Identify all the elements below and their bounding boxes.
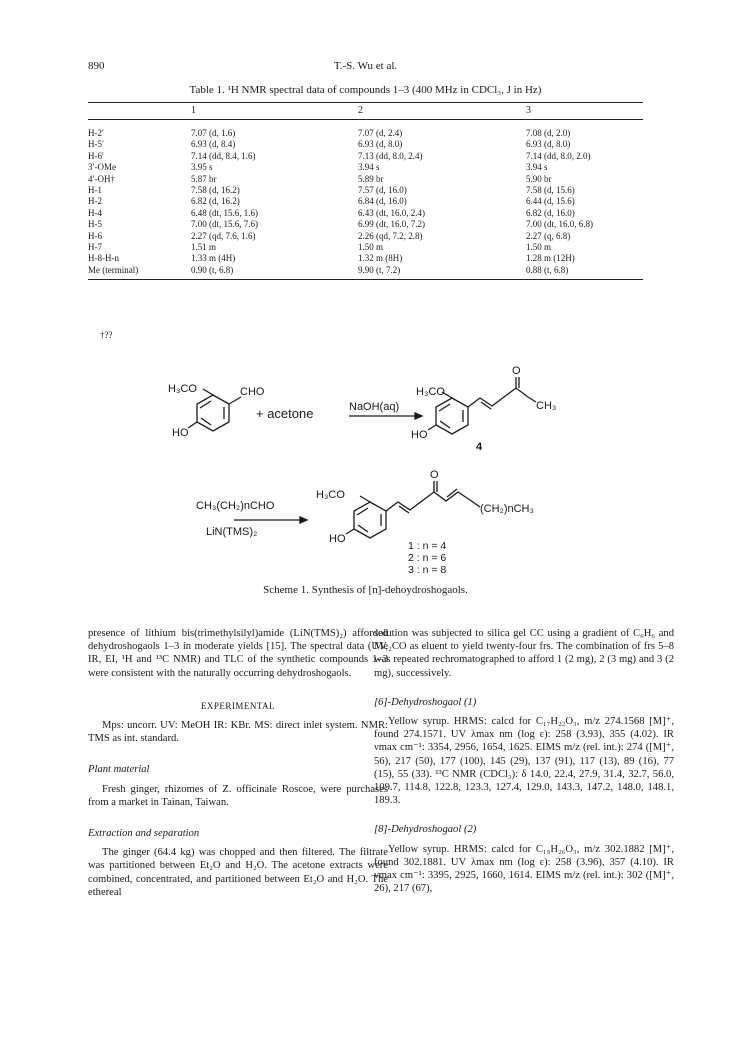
table-cell: 0.90 (t, 6.8)	[191, 265, 358, 280]
compound-2-heading: [8]-Dehydroshogaol (2)	[374, 824, 477, 836]
table-row	[88, 139, 643, 150]
scheme-compound-4-label: 4	[476, 441, 483, 453]
scheme-ho-label-4: HO	[411, 429, 428, 441]
table-cell: 7.14 (dd, 8.4, 1.6)	[191, 150, 256, 161]
table-row	[88, 196, 643, 207]
table-cell: 1.32 m (8H)	[358, 253, 403, 264]
table-cell: H-8-H-n	[88, 253, 119, 264]
table-cell: 7.14 (dd, 8.0, 2.0)	[526, 150, 591, 161]
table-row	[88, 231, 643, 242]
left-intro-paragraph: presence of lithium bis(trimethylsilyl)amide (LiN(TMS)₂) afforded dehydroshogaols 1–3 in moderate yields [15]. The spectral data (UV, IR, EI, ¹H and ¹³C NMR) and TLC of the synthetic compounds 1–3 were consistent with the naturally occurring dehydroshogaols.	[88, 628, 388, 679]
scheme-chain-label: (CH₂)nCH₃	[480, 503, 534, 515]
table-cell: 1.51 m	[191, 242, 217, 253]
scheme-n1-label: 1 : n = 4	[408, 540, 447, 552]
table-cell: 3′-OMe	[88, 162, 116, 173]
table-row	[88, 174, 643, 185]
table-cell: 6.48 (dt, 15.6, 1.6)	[191, 207, 258, 218]
plant-material-heading: Plant material	[88, 764, 150, 776]
table-cell: 1.50 m	[526, 242, 552, 253]
table-cell: 7.57 (d, 16.0)	[358, 185, 407, 196]
table-cell: 2.26 (qd, 7.2, 2.8)	[358, 230, 423, 241]
scheme-h3co-label-4: H₃CO	[416, 386, 445, 398]
table-row	[88, 208, 643, 219]
table-cell: 5.87 br	[191, 173, 217, 184]
table-cell: 7.07 (d, 1.6)	[191, 128, 236, 138]
table-cell: 4′-OH†	[88, 173, 115, 184]
page-number: 890	[88, 60, 105, 72]
table-cell: H-5′	[88, 139, 104, 150]
scheme-n3-label: 3 : n = 8	[408, 564, 447, 576]
table-row	[88, 120, 643, 140]
table-cell: 6.43 (dt, 16.0, 2.4)	[358, 207, 425, 218]
extraction-heading: Extraction and separation	[88, 828, 200, 840]
right-intro-paragraph: solution was subjected to silica gel CC using a gradient of C₆H₆ and Me₂CO as eluent to yield twenty-four frs. The combination of frs 5–8 was repeated rechromatographed to afford 1 (2 mg), 2 (3 mg) and 3 (2 mg), successively.	[374, 628, 674, 679]
table-cell: 7.58 (d, 16.2)	[191, 185, 240, 196]
table-cell: 6.93 (d, 8.0)	[358, 139, 403, 150]
experimental-paragraph: Mps: uncorr. UV: MeOH IR: KBr. MS: direct inlet system. NMR: TMS as int. standard.	[88, 720, 388, 745]
table-header-cell: 1	[191, 103, 358, 120]
table-header-row	[88, 103, 643, 120]
scheme-h3co-label-prod: H₃CO	[316, 489, 345, 501]
table-cell: 6.93 (d, 8.0)	[526, 139, 571, 150]
table-cell: 7.58 (d, 15.6)	[526, 185, 575, 196]
table-cell: 7.00 (dt, 16.0, 6.8)	[526, 219, 593, 230]
table-cell: 5.90 br	[526, 173, 552, 184]
scheme-ketone-o-label: O	[512, 365, 521, 377]
table-cell: 7.07 (d, 2.4)	[358, 128, 403, 138]
table-row	[88, 219, 643, 230]
left-column	[88, 627, 388, 899]
table-header-cell	[88, 103, 191, 120]
table-cell: H-6′	[88, 150, 104, 161]
table-cell: 7.08 (d, 2.0)	[526, 128, 571, 138]
table-cell: 6.44 (d, 15.6)	[526, 196, 575, 207]
scheme-ho-label: HO	[172, 427, 189, 439]
table-cell: H-4	[88, 207, 102, 218]
scheme-aldehyde-label: CH₃(CH₂)nCHO	[196, 500, 275, 512]
scheme-cho-label: CHO	[240, 386, 265, 398]
scheme-h3co-label: H₃CO	[168, 383, 197, 395]
synthesis-scheme	[0, 360, 731, 585]
table-cell: 7.13 (dd, 8.0, 2.4)	[358, 150, 423, 161]
table-cell: Me (terminal)	[88, 265, 191, 280]
scheme-n2-label: 2 : n = 6	[408, 552, 447, 564]
table-header-cell: 2	[358, 103, 526, 120]
right-column	[374, 627, 674, 895]
compound-2-paragraph: Yellow syrup. HRMS: calcd for C₁₉H₂₆O₃, m/z 302.1882 [M]⁺, found 302.1881. UV λmax nm (log ε): 258 (3.96), 357 (4.10). IR νmax cm⁻¹: 3395, 2925, 1660, 1614. EIMS m/z (rel. int.): 302 ([M]⁺, 26), 217 (67),	[374, 843, 674, 895]
table-row	[88, 242, 643, 253]
table-cell: 0.88 (t, 6.8)	[526, 265, 643, 280]
table-cell: 5.89 br	[358, 173, 384, 184]
scheme-ch3-label: CH₃	[536, 400, 557, 412]
plant-material-paragraph: Fresh ginger, rhizomes of Z. officinale Roscoe, were purchases from a market in Tainan, Taiwan.	[88, 783, 388, 808]
table-cell: 3.94 s	[358, 162, 380, 173]
table-cell: 2.27 (qd, 7.6, 1.6)	[191, 230, 256, 241]
scheme-ho-label-prod: HO	[329, 533, 346, 545]
running-title: T.-S. Wu et al.	[333, 60, 398, 72]
scheme-caption: Scheme 1. Synthesis of [n]-dehoydroshogaols.	[263, 584, 468, 596]
table-cell: H-5	[88, 219, 102, 230]
table-footnote: †??	[100, 330, 113, 340]
table-cell: 1.28 m (12H)	[526, 253, 575, 264]
experimental-heading: EXPERIMENTAL	[200, 700, 276, 711]
table-cell: 6.82 (d, 16.2)	[191, 196, 240, 207]
table-cell: 9.90 (t, 7.2)	[358, 265, 526, 280]
table-cell: 1.50 m	[358, 242, 384, 253]
compound-1-heading: [6]-Dehydroshogaol (1)	[374, 696, 477, 708]
table-cell: 3.95 s	[191, 162, 213, 173]
table-cell: 6.84 (d, 16.0)	[358, 196, 407, 207]
table-cell: 6.82 (d, 16.0)	[526, 207, 575, 218]
table-cell: H-1	[88, 185, 102, 196]
table-row	[88, 162, 643, 173]
scheme-acetone-label: + acetone	[256, 406, 314, 421]
table-cell: H-6	[88, 230, 102, 241]
table-row	[88, 151, 643, 162]
table-row	[88, 265, 643, 280]
table-cell: 2.27 (q, 6.8)	[526, 230, 571, 241]
extraction-paragraph: The ginger (64.4 kg) was chopped and then filtered. The filtrate was partitioned between Et₂O and H₂O. The acetone extracts were combined, concentrated, and partitioned between Et₂O and H₂O. The ethereal	[88, 847, 388, 898]
table-row	[88, 253, 643, 264]
table-header-cell: 3	[526, 103, 643, 120]
table-cell: 3.94 s	[526, 162, 548, 173]
compound-1-paragraph: Yellow syrup. HRMS: calcd for C₁₇H₂₂O₃, m/z 274.1568 [M]⁺, found 274.1571. UV λmax nm (log ε): 258 (3.93), 355 (4.02). IR νmax cm⁻¹: 3354, 2956, 1654, 1625. EIMS m/z (rel. int.): 274 ([M]⁺, 56), 217 (50), 177 (100), 145 (29), 137 (91), 117 (13), 89 (16), 77 (15), 55 (33). ¹³C NMR (CDCl₃): δ 14.0, 22.4, 27.9, 31.4, 32.7, 56.0, 109.7, 114.8, 122.8, 123.3, 127.4, 129.0, 143.3, 147.2, 148.0, 148.1, 189.3.	[374, 716, 674, 807]
scheme-dienone-o-label: O	[430, 469, 439, 481]
table-row	[88, 185, 643, 196]
table-cell: H-2	[88, 196, 102, 207]
table-cell: 7.00 (dt, 15.6, 7.6)	[191, 219, 258, 230]
nmr-table	[88, 102, 643, 280]
table-cell: 6.99 (dt, 16.0, 7.2)	[358, 219, 425, 230]
table-caption: Table 1. ¹H NMR spectral data of compounds 1–3 (400 MHz in CDCl₃, J in Hz)	[189, 84, 542, 96]
table-cell: H-2′	[88, 128, 104, 138]
scheme-lin-label: LiN(TMS)₂	[206, 526, 258, 538]
table-cell: H-7	[88, 242, 102, 253]
scheme-naoh-label: NaOH(aq)	[349, 401, 400, 413]
table-cell: 1.33 m (4H)	[191, 253, 236, 264]
table-cell: 6.93 (d, 8.4)	[191, 139, 236, 150]
